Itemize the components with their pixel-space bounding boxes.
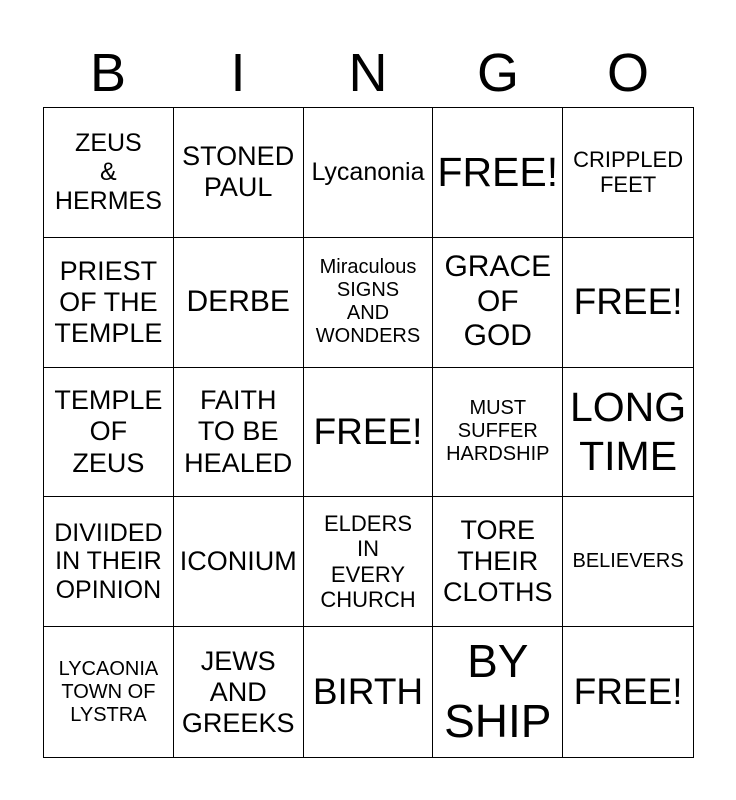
cell-text: FREE! bbox=[573, 670, 683, 712]
cell-text: LYCAONIA TOWN OF LYSTRA bbox=[58, 657, 159, 726]
header-letter-o: O bbox=[606, 43, 649, 103]
cell-text: STONED PAUL bbox=[182, 141, 295, 203]
cell-text: ZEUS & HERMES bbox=[54, 129, 162, 215]
cell-text: DERBE bbox=[186, 284, 290, 318]
bingo-cell[interactable] bbox=[174, 238, 304, 368]
bingo-cell[interactable] bbox=[174, 497, 304, 627]
cell-text: TORE THEIR CLOTHS bbox=[443, 515, 553, 608]
bingo-cell[interactable] bbox=[433, 108, 563, 238]
bingo-cell[interactable] bbox=[433, 368, 563, 498]
bingo-cell[interactable] bbox=[304, 108, 434, 238]
bingo-cell[interactable] bbox=[44, 497, 174, 627]
bingo-cell[interactable] bbox=[174, 368, 304, 498]
cell-text: BIRTH bbox=[312, 670, 424, 712]
bingo-cell[interactable] bbox=[174, 627, 304, 757]
bingo-cell[interactable] bbox=[433, 627, 563, 757]
cell-text: JEWS AND GREEKS bbox=[181, 645, 295, 738]
bingo-header bbox=[43, 40, 693, 106]
bingo-cell[interactable] bbox=[44, 238, 174, 368]
bingo-cell[interactable] bbox=[563, 108, 693, 238]
cell-text: GRACE OF GOD bbox=[444, 250, 552, 353]
bingo-cell[interactable] bbox=[44, 368, 174, 498]
bingo-cell[interactable] bbox=[44, 108, 174, 238]
cell-text: FREE! bbox=[573, 280, 683, 322]
bingo-cell[interactable] bbox=[44, 627, 174, 757]
cell-text: CRIPPLED FEET bbox=[573, 147, 684, 198]
cell-text: FAITH TO BE HEALED bbox=[184, 385, 293, 478]
cell-text: ELDERS IN EVERY CHURCH bbox=[320, 511, 416, 613]
header-letter-n: N bbox=[348, 43, 388, 103]
cell-text: TEMPLE OF ZEUS bbox=[54, 385, 163, 478]
cell-text: LONG TIME bbox=[569, 383, 687, 479]
header-letter-i: I bbox=[230, 43, 246, 103]
header-letter-g: G bbox=[476, 43, 519, 103]
cell-text: MUST SUFFER HARDSHIP bbox=[446, 397, 550, 466]
cell-text: DIVIIDED IN THEIR OPINION bbox=[54, 518, 163, 605]
bingo-cell[interactable] bbox=[174, 108, 304, 238]
bingo-cell[interactable] bbox=[563, 368, 693, 498]
cell-text: ICONIUM bbox=[179, 546, 297, 577]
header-letter-b: B bbox=[89, 43, 127, 103]
bingo-cell[interactable] bbox=[304, 238, 434, 368]
bingo-cell[interactable] bbox=[433, 497, 563, 627]
cell-text: BELIEVERS bbox=[572, 550, 684, 573]
bingo-cell[interactable] bbox=[304, 368, 434, 498]
cell-text: Miraculous SIGNS AND WONDERS bbox=[315, 256, 421, 348]
cell-text: BY SHIP bbox=[444, 635, 552, 748]
cell-text: PRIEST OF THE TEMPLE bbox=[54, 255, 163, 348]
bingo-board bbox=[43, 107, 694, 758]
bingo-cell[interactable] bbox=[433, 238, 563, 368]
bingo-cell[interactable] bbox=[563, 627, 693, 757]
cell-text: FREE! bbox=[313, 410, 423, 452]
bingo-cell[interactable] bbox=[563, 238, 693, 368]
bingo-cell[interactable] bbox=[304, 497, 434, 627]
bingo-cell[interactable] bbox=[563, 497, 693, 627]
bingo-cell[interactable] bbox=[304, 627, 434, 757]
cell-text: Lycanonia bbox=[311, 158, 425, 187]
cell-text: FREE! bbox=[437, 148, 559, 195]
